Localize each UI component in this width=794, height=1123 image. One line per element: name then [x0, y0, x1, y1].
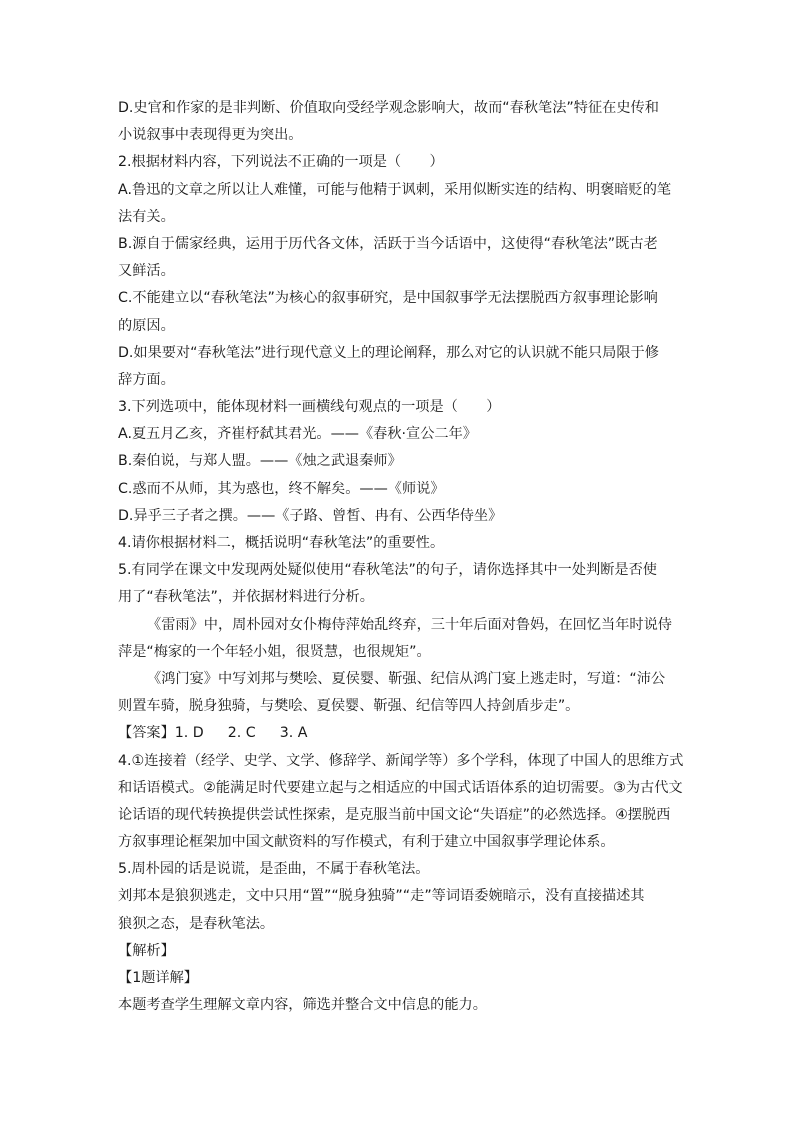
answer-2: 2. C [227, 725, 256, 742]
q3-option-a: A.夏五月乙亥，齐崔杼弑其君光。——《春秋·宣公二年》 [118, 426, 477, 443]
answer-5-line-3: 狼狈之态，是春秋笔法。 [118, 915, 275, 932]
q2-option-a-line-2: 法有关。 [118, 208, 175, 225]
answer-key [118, 720, 676, 747]
q1-detail-text: 本题考查学生理解文章内容，筛选并整合文中信息的能力。 [118, 997, 487, 1014]
q3-option-c: C.惑而不从师，其为惑也，终不解矣。——《师说》 [118, 480, 445, 497]
q2-option-d-line-2: 辞方面。 [118, 371, 175, 388]
answer-4-line-1: 4.①连接着（经学、史学、文学、修辞学、新闻学等）多个学科，体现了中国人的思维方式 [118, 752, 684, 769]
q2-option-a-line-1: A.鲁迅的文章之所以让人难懂，可能与他精于讽刺，采用似断实连的结构、明褒暗贬的笔 [118, 181, 672, 198]
q3-option-d: D.异乎三子者之撰。——《子路、曾皙、冉有、公西华侍坐》 [118, 507, 503, 524]
answer-5-line-2: 刘邦本是狼狈逃走，文中只用“置”“脱身独骑”“走”等词语委婉暗示，没有直接描述其 [118, 888, 645, 905]
question-2: 2.根据材料内容，下列说法不正确的一项是（ ） [118, 154, 444, 171]
excerpt-hongmenyan-line-2: 则置车骑，脱身独骑，与樊哙、夏侯婴、靳强、纪信等四人持剑盾步走”。 [118, 698, 580, 715]
option-d-line-1: D.史官和作家的是非判断、价值取向受经学观念影响大，故而“春秋笔法”特征在史传和 [118, 100, 659, 116]
question-3: 3.下列选项中，能体现材料一画横线句观点的一项是（ ） [118, 399, 501, 416]
answer-4-line-3: 论话语的现代转换提供尝试性探索，是克服当前中国文论“失语症”的必然选择。④摆脱西 [118, 806, 671, 823]
excerpt-leiyu-line-1: 《雷雨》中，周朴园对女仆梅侍萍始乱终弃，三十年后面对鲁妈，在回忆当年时说侍 [147, 616, 672, 633]
answer-4-line-4: 方叙事理论框架加中国文献资料的写作模式，有利于建立中国叙事学理论体系。 [118, 834, 615, 851]
answer-5-line-1: 5.周朴园的话是说谎，是歪曲，不属于春秋笔法。 [118, 861, 430, 878]
question-5-line-2: 用了“春秋笔法”，并依据材料进行分析。 [118, 589, 374, 606]
q2-option-d-line-1: D.如果要对“春秋笔法”进行现代意义上的理论阐释，那么对它的认识就不能只局限于修 [118, 344, 659, 361]
q3-option-b: B.秦伯说，与郑人盟。——《烛之武退秦师》 [118, 453, 402, 470]
document-body [118, 95, 684, 1019]
question-5-line-1: 5.有同学在课文中发现两处疑似使用“春秋笔法”的句子，请你选择其中一处判断是否使 [118, 562, 657, 579]
q2-option-c-line-2: 的原因。 [118, 317, 175, 334]
question-4: 4.请你根据材料二，概括说明“春秋笔法”的重要性。 [118, 535, 445, 551]
q1-detail-heading: 【1题详解】 [118, 970, 198, 986]
q2-option-c-line-1: C.不能建立以“春秋笔法”为核心的叙事研究，是中国叙事学无法摆脱西方叙事理论影响 [118, 290, 658, 307]
excerpt-hongmenyan-line-1: 《鸿门宴》中写刘邦与樊哙、夏侯婴、靳强、纪信从鸿门宴上逃走时，写道：“沛公 [147, 670, 666, 687]
q2-option-b-line-1: B.源自于儒家经典，运用于历代各文体，活跃于当今话语中，这使得“春秋笔法”既古老 [118, 235, 658, 252]
analysis-heading: 【解析】 [118, 942, 175, 959]
answer-3: 3. A [279, 725, 308, 742]
excerpt-leiyu-line-2: 萍是“梅家的一个年轻小姐，很贤慧，也很规矩”。 [118, 643, 431, 660]
q2-option-b-line-2: 又鲜活。 [118, 263, 175, 280]
answer-4-line-2: 和话语模式。②能满足时代要建立起与之相适应的中国式话语体系的迫切需要。③为古代文 [118, 779, 683, 796]
option-d-line-2: 小说叙事中表现得更为突出。 [118, 127, 303, 144]
answer-label: 【答案】1. D [118, 725, 204, 742]
